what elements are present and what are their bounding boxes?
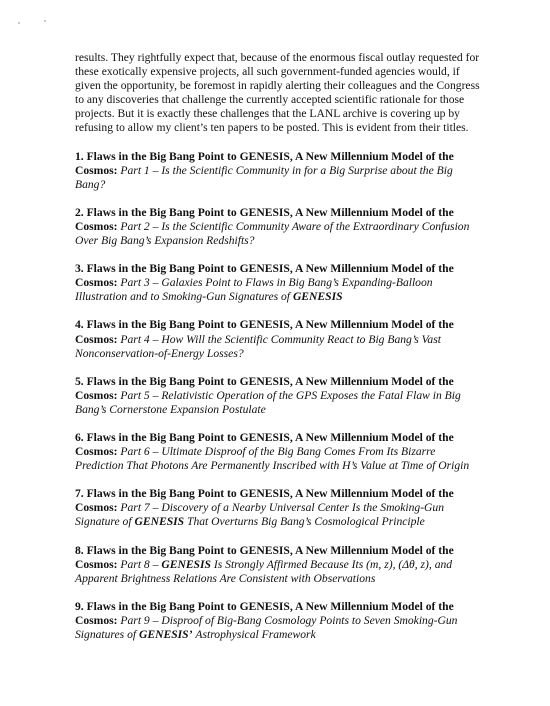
entry-heading: 7. Flaws in the Big Bang Point to GENESIS, A New Millennium Model of the Cosmos: xyxy=(75,487,454,515)
title-entry-7 xyxy=(75,487,485,529)
entry-subtitle-continued: That Overturns Big Bang’s Cosmological Principle xyxy=(187,515,425,529)
entry-heading: 9. Flaws in the Big Bang Point to GENESIS, A New Millennium Model of the Cosmos: xyxy=(75,599,454,627)
title-entry-8 xyxy=(75,544,485,586)
intro-paragraph: results. They rightfully expect that, because of the enormous fiscal outlay requested for these exotically expensive projects, all such government-funded agencies would, if given the opportunity, be foremost in rapidly alerting their colleagues and the Congress to any discoveries that challenge the currently accepted scientific rationale for those projects. But it is exactly these challenges that the LANL archive is covering up by refusing to allow my client’s ten papers to be posted. This is evident from their titles. xyxy=(75,51,480,135)
entry-heading: 4. Flaws in the Big Bang Point to GENESIS, A New Millennium Model of the Cosmos: xyxy=(75,318,454,346)
entry-subtitle: Part 7 – Discovery of a Nearby Universal Center Is the Smoking-Gun Signature of xyxy=(75,501,445,529)
scan-speck xyxy=(44,20,46,22)
document-body xyxy=(75,51,485,656)
entry-subtitle: Part 9 – Disproof of Big-Bang Cosmology Points to Seven Smoking-Gun Signatures of xyxy=(75,613,458,641)
entry-heading: 1. Flaws in the Big Bang Point to GENESIS, A New Millennium Model of the Cosmos: xyxy=(75,149,454,177)
entry-subtitle: Part 3 – Galaxies Point to Flaws in Big Bang’s Expanding-Balloon Illustration and to Smoking-Gun Signatures of xyxy=(75,276,433,304)
entry-heading: 5. Flaws in the Big Bang Point to GENESIS, A New Millennium Model of the Cosmos: xyxy=(75,374,454,402)
entry-heading: 2. Flaws in the Big Bang Point to GENESIS, A New Millennium Model of the Cosmos: xyxy=(75,205,454,233)
title-entry-3 xyxy=(75,262,485,304)
title-entry-5 xyxy=(75,375,485,417)
entry-heading: 3. Flaws in the Big Bang Point to GENESIS, A New Millennium Model of the Cosmos: xyxy=(75,262,454,290)
entry-subtitle: Part 4 – How Will the Scientific Community React to Big Bang’s Vast Nonconservation-of-Energy Losses? xyxy=(75,332,441,360)
entry-subtitle-emphasis: GENESIS’ xyxy=(139,628,193,641)
entry-subtitle-emphasis: GENESIS xyxy=(134,515,185,529)
entry-subtitle: Part 2 – Is the Scientific Community Aware of the Extraordinary Confusion Over Big Bang’s Expansion Redshifts? xyxy=(75,219,470,248)
title-entry-6 xyxy=(75,431,485,473)
entry-subtitle: Part 6 – Ultimate Disproof of the Big Bang Comes From Its Bizarre Prediction That Photons Are Permanently Inscribed with H’s Value at Time of Origin xyxy=(75,445,470,473)
title-entry-1 xyxy=(75,150,485,192)
scan-speck xyxy=(18,22,20,24)
title-entry-4 xyxy=(75,318,485,360)
entry-subtitle: Part 5 – Relativistic Operation of the GPS Exposes the Fatal Flaw in Big Bang’s Cornerstone Expansion Postulate xyxy=(75,388,461,416)
entry-subtitle-emphasis: GENESIS xyxy=(292,290,343,304)
entry-heading: 8. Flaws in the Big Bang Point to GENESIS, A New Millennium Model of the Cosmos: xyxy=(75,543,454,571)
entry-subtitle-continued: Is Strongly Affirmed Because Its (m, z), (Δθ, z), and Apparent Brightness Relations Are Consistent with Observations xyxy=(75,557,453,585)
title-entry-2 xyxy=(75,206,485,248)
title-entry-9 xyxy=(75,600,485,642)
entry-subtitle-emphasis: GENESIS xyxy=(161,557,211,571)
entry-subtitle: Part 8 – xyxy=(120,557,159,571)
entry-subtitle: Part 1 – Is the Scientific Community in for a Big Surprise about the Big Bang? xyxy=(75,163,453,191)
entry-subtitle-continued: Astrophysical Framework xyxy=(195,628,316,641)
entry-heading: 6. Flaws in the Big Bang Point to GENESIS, A New Millennium Model of the Cosmos: xyxy=(75,430,454,459)
